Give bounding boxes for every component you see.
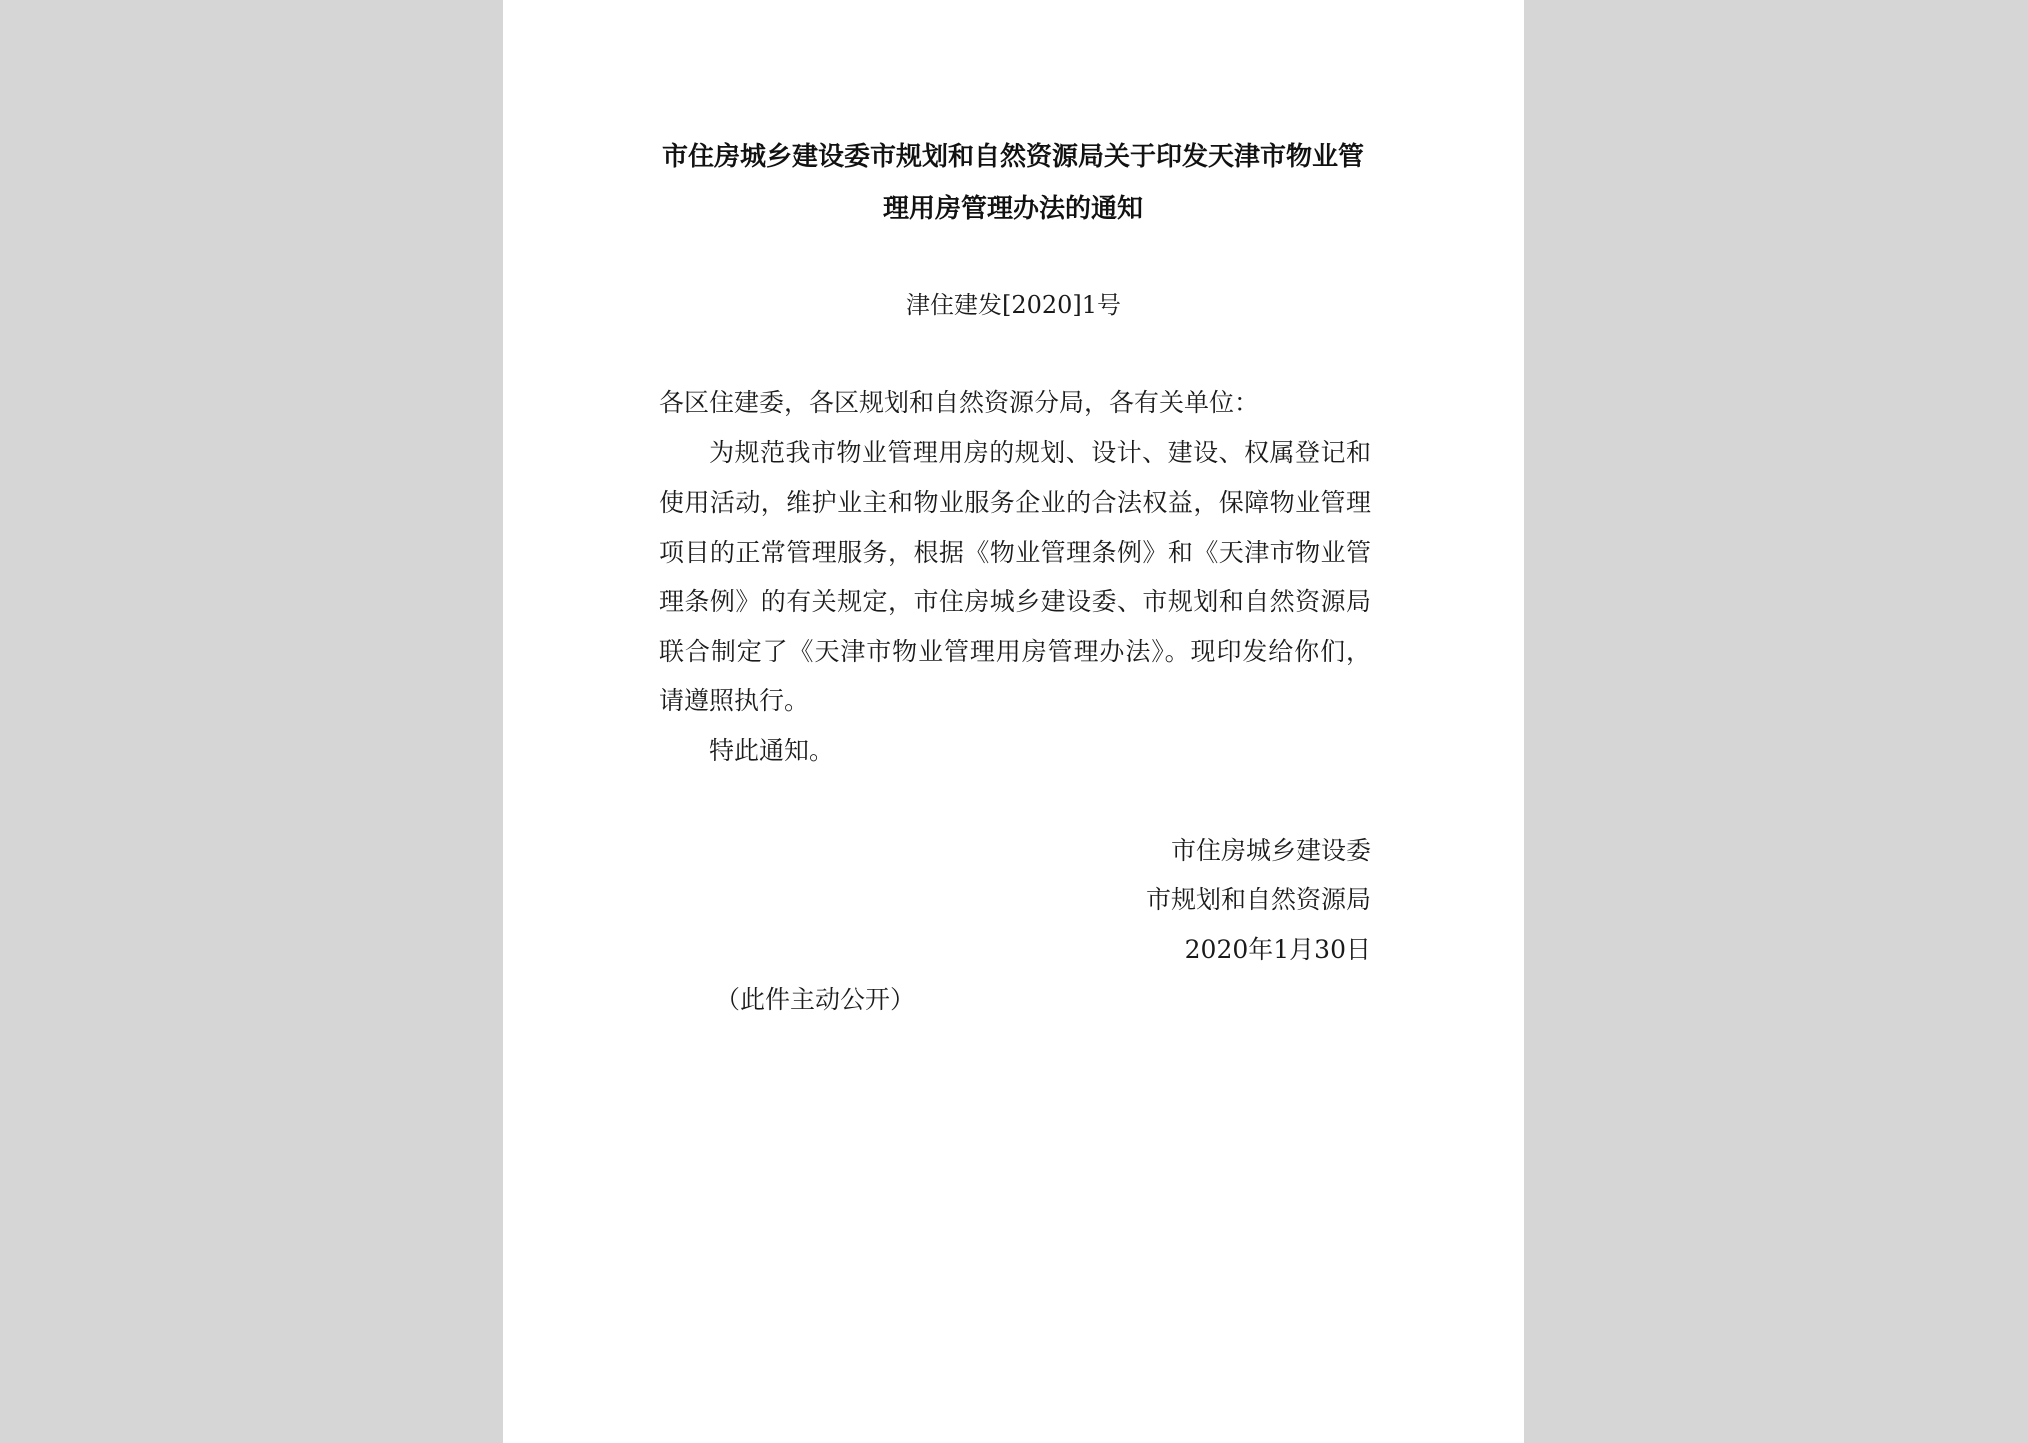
signatory: 市规划和自然资源局	[1145, 885, 1371, 914]
signatory: 市住房城乡建设委	[1170, 836, 1371, 865]
closing-text: 特此通知。	[709, 736, 835, 765]
body-line: 项目的正常管理服务，根据《物业管理条例》和《天津市物业管	[659, 538, 1371, 567]
document-title-line-2: 理用房管理办法的通知	[882, 194, 1143, 224]
document-title-line-1: 市住房城乡建设委市规划和自然资源局关于印发天津市物业管	[661, 142, 1364, 172]
document-number: 津住建发[2020]1号	[905, 291, 1122, 319]
body-line: 使用活动，维护业主和物业服务企业的合法权益，保障物业管理	[659, 488, 1371, 517]
body-line: 理条例》的有关规定，市住房城乡建设委、市规划和自然资源局	[659, 587, 1371, 616]
document-page	[503, 0, 1524, 1443]
document-date: 2020年1月30日	[1184, 935, 1371, 964]
disclosure-note: （此件主动公开）	[715, 985, 916, 1014]
body-line: 联合制定了《天津市物业管理用房管理办法》。现印发给你们，	[659, 637, 1371, 666]
body-line: 为规范我市物业管理用房的规划、设计、建设、权属登记和	[709, 438, 1371, 467]
salutation: 各区住建委，各区规划和自然资源分局，各有关单位：	[659, 388, 1260, 417]
body-line: 请遵照执行。	[659, 686, 810, 715]
